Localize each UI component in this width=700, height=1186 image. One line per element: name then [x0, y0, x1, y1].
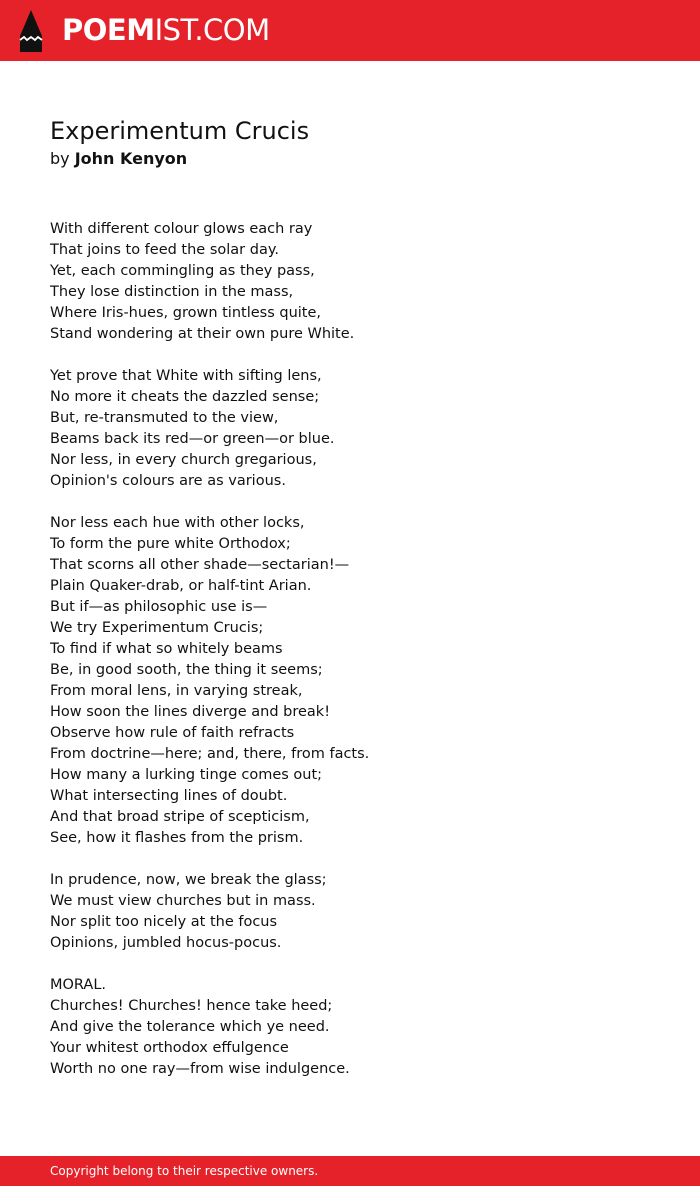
- poem-line: Plain Quaker-drab, or half-tint Arian.: [50, 578, 312, 594]
- poem-line: From moral lens, in varying streak,: [50, 683, 303, 699]
- poem-line: From doctrine—here; and, there, from facts.: [50, 746, 370, 762]
- poem-line: That scorns all other shade—sectarian!—: [50, 557, 350, 573]
- poem-title: Experimentum Crucis: [50, 117, 310, 145]
- poem-line: MORAL.: [50, 977, 107, 993]
- poem-line: And that broad stripe of scepticism,: [50, 809, 310, 825]
- poem-line: Yet, each commingling as they pass,: [50, 263, 315, 279]
- poem-line: Nor split too nicely at the focus: [50, 914, 278, 930]
- poem-line: We try Experimentum Crucis;: [50, 620, 264, 636]
- poem-line: We must view churches but in mass.: [50, 893, 316, 909]
- poem-stanza: [50, 219, 670, 345]
- site-header: [0, 0, 700, 61]
- poem-line: Your whitest orthodox effulgence: [50, 1040, 289, 1056]
- poem-line: Nor less each hue with other locks,: [50, 515, 305, 531]
- poem-byline: [50, 148, 187, 170]
- copyright-text: Copyright belong to their respective owners.: [50, 1164, 319, 1178]
- poem-line: That joins to feed the solar day.: [50, 242, 279, 258]
- poem-line: Observe how rule of faith refracts: [50, 725, 295, 741]
- poem-line: Opinion's colours are as various.: [50, 473, 286, 489]
- poem-line: They lose distinction in the mass,: [50, 284, 294, 300]
- logo-light-part: IST.COM: [154, 13, 270, 47]
- poem-stanza: [50, 975, 670, 1080]
- poem-line: Stand wondering at their own pure White.: [50, 326, 355, 342]
- poem-line: No more it cheats the dazzled sense;: [50, 389, 320, 405]
- poem-line: To form the pure white Orthodox;: [50, 536, 291, 552]
- poem-line: Yet prove that White with sifting lens,: [50, 368, 322, 384]
- logo-bold-part: POEM: [62, 13, 155, 47]
- poem-stanza: [50, 870, 670, 954]
- poem-line: But if—as philosophic use is—: [50, 599, 268, 615]
- author-name[interactable]: John Kenyon: [74, 149, 188, 168]
- site-logo[interactable]: [62, 13, 270, 47]
- byline-prefix: by: [50, 149, 70, 168]
- poem-line: In prudence, now, we break the glass;: [50, 872, 327, 888]
- poem-line: With different colour glows each ray: [50, 221, 313, 237]
- poem-line: How many a lurking tinge comes out;: [50, 767, 323, 783]
- poem-stanza: [50, 513, 670, 849]
- poem-line: But, re-transmuted to the view,: [50, 410, 279, 426]
- poem-line: Nor less, in every church gregarious,: [50, 452, 317, 468]
- poem-line: Where Iris-hues, grown tintless quite,: [50, 305, 322, 321]
- poem-line: Worth no one ray—from wise indulgence.: [50, 1061, 350, 1077]
- poem-line: Be, in good sooth, the thing it seems;: [50, 662, 323, 678]
- poem-line: See, how it flashes from the prism.: [50, 830, 304, 846]
- poem-line: How soon the lines diverge and break!: [50, 704, 331, 720]
- poem-line: Beams back its red—or green—or blue.: [50, 431, 335, 447]
- poem-line: To find if what so whitely beams: [50, 641, 283, 657]
- poem-body: [50, 219, 670, 1101]
- poem-line: What intersecting lines of doubt.: [50, 788, 288, 804]
- poem-line: And give the tolerance which ye need.: [50, 1019, 330, 1035]
- poem-stanza: [50, 366, 670, 492]
- poem-line: Churches! Churches! hence take heed;: [50, 998, 333, 1014]
- pencil-tip-icon[interactable]: [18, 10, 44, 52]
- site-footer: [0, 1156, 700, 1186]
- poem-line: Opinions, jumbled hocus-pocus.: [50, 935, 282, 951]
